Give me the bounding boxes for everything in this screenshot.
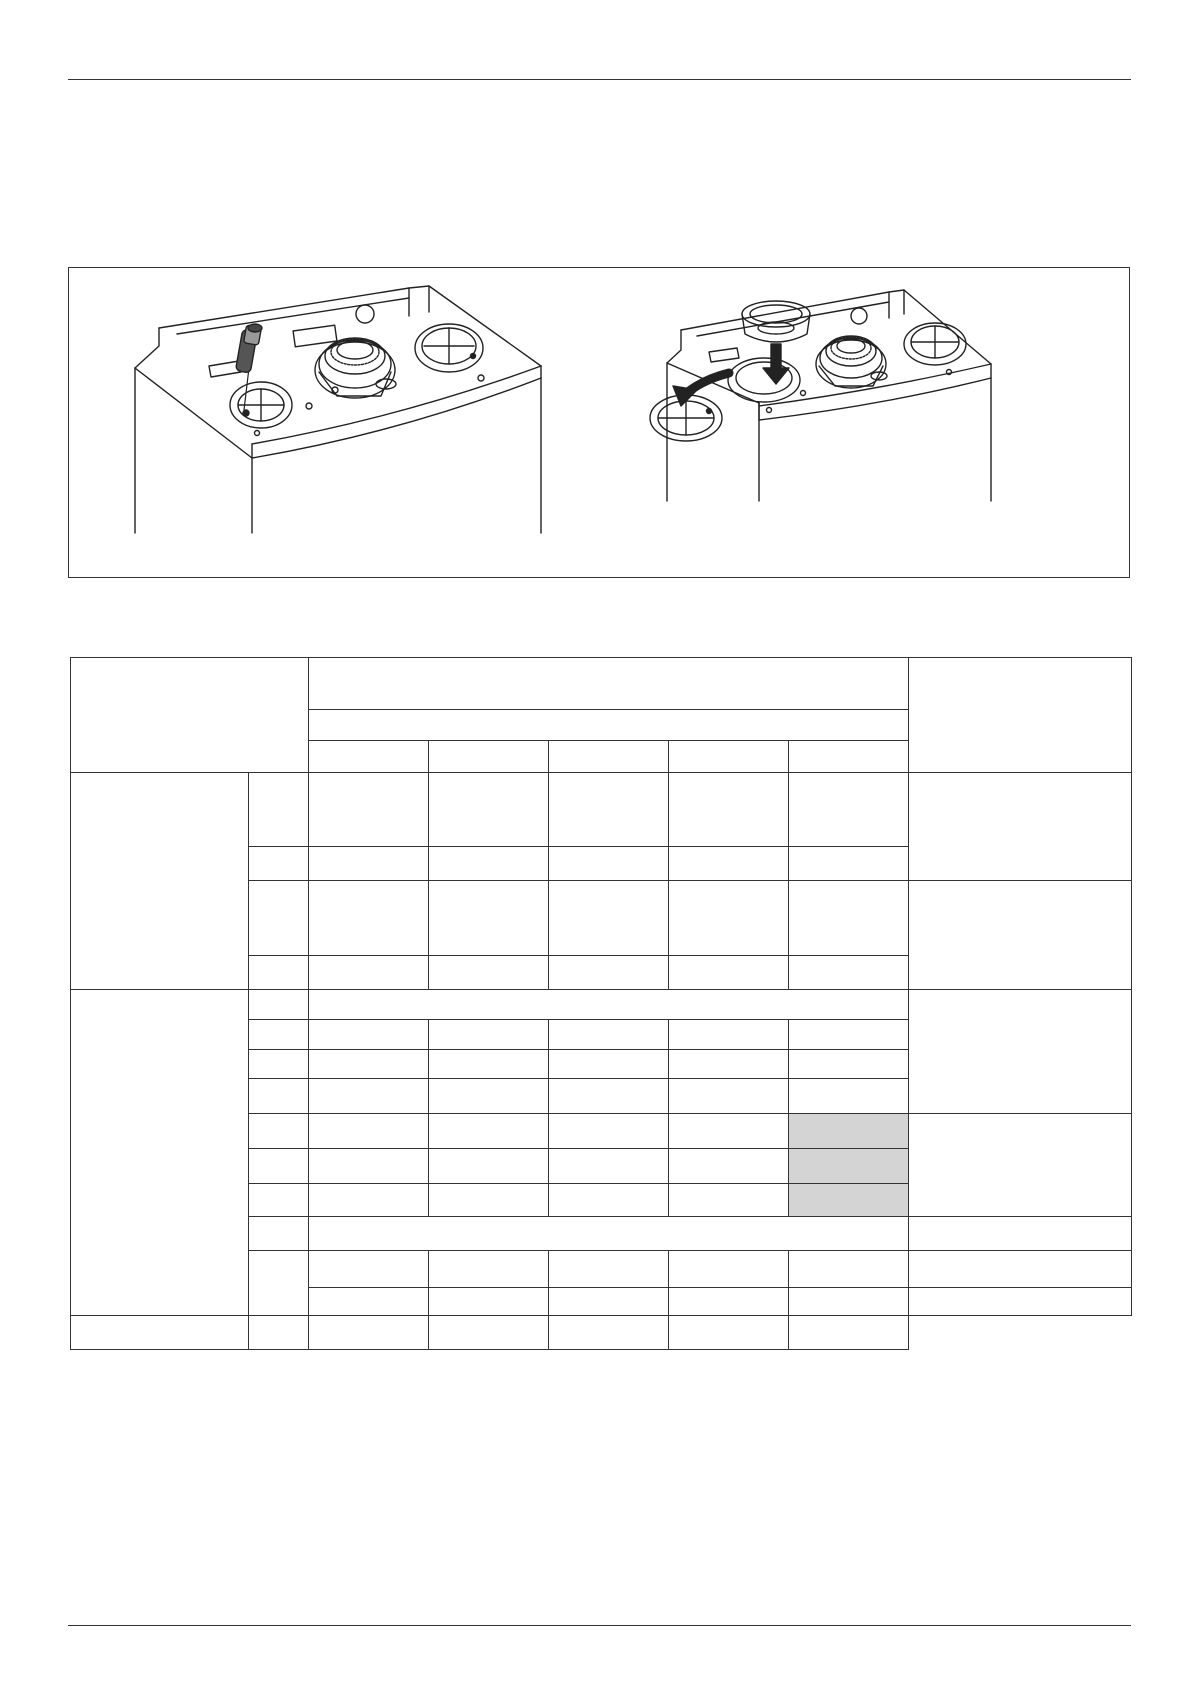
table-cell — [669, 1113, 789, 1148]
table-cell — [249, 1315, 309, 1349]
table-cell — [549, 1287, 669, 1315]
table-cell — [429, 1315, 549, 1349]
table-cell — [309, 1050, 429, 1079]
table-cell — [309, 1217, 909, 1251]
table-cell — [71, 772, 249, 989]
table-cell — [669, 1079, 789, 1113]
table-cell — [669, 772, 789, 846]
table-cell — [249, 1079, 309, 1113]
table-cell — [309, 1148, 429, 1183]
table-cell — [71, 1315, 249, 1349]
header-cell — [789, 741, 909, 772]
table-cell — [309, 1183, 429, 1216]
table-cell — [309, 881, 429, 955]
table-cell — [249, 955, 309, 989]
figure-frame — [68, 267, 1130, 578]
table-cell — [549, 955, 669, 989]
table-cell — [549, 847, 669, 881]
header-cell — [309, 741, 429, 772]
header-cell — [309, 710, 909, 741]
table-cell — [249, 772, 309, 846]
table-cell — [669, 1183, 789, 1216]
table-cell — [549, 1183, 669, 1216]
table-cell — [309, 1287, 429, 1315]
table-cell — [549, 1113, 669, 1148]
table-cell — [669, 1251, 789, 1287]
header-cell — [669, 741, 789, 772]
table-cell — [789, 1079, 909, 1113]
footer-rule — [68, 1625, 1131, 1626]
table-cell — [249, 847, 309, 881]
table-cell — [429, 847, 549, 881]
table-cell — [909, 989, 1132, 1113]
table-cell — [309, 847, 429, 881]
table-row — [71, 772, 1132, 846]
table-cell — [249, 1217, 309, 1251]
shaded-cell — [789, 1113, 909, 1148]
table-row — [71, 1315, 1132, 1349]
header-rule — [68, 79, 1131, 80]
table-cell — [909, 772, 1132, 881]
table-cell — [789, 955, 909, 989]
table-cell — [669, 881, 789, 955]
table-cell — [909, 1113, 1132, 1217]
table-cell — [429, 1183, 549, 1216]
table-cell — [429, 881, 549, 955]
table-cell — [309, 989, 909, 1019]
table-cell — [669, 1020, 789, 1050]
table-cell — [309, 772, 429, 846]
right-boiler-illustration — [650, 290, 991, 501]
table-cell — [789, 1050, 909, 1079]
table-cell — [429, 1148, 549, 1183]
table-cell — [429, 1079, 549, 1113]
table-cell — [429, 772, 549, 846]
table-cell — [789, 881, 909, 955]
table-cell — [549, 1148, 669, 1183]
table-cell — [429, 1287, 549, 1315]
header-cell — [71, 658, 309, 773]
table-cell — [429, 1020, 549, 1050]
header-cell — [429, 741, 549, 772]
header-cell — [549, 741, 669, 772]
table-cell — [249, 1050, 309, 1079]
table-cell — [549, 772, 669, 846]
table-cell — [309, 1113, 429, 1148]
table-row — [71, 989, 1132, 1019]
table-cell — [309, 1315, 429, 1349]
table-cell — [669, 847, 789, 881]
table-cell — [789, 772, 909, 846]
table-cell — [249, 1113, 309, 1148]
table-cell — [549, 1020, 669, 1050]
table-cell — [249, 1020, 309, 1050]
table-cell — [909, 1251, 1132, 1287]
table-cell — [789, 1020, 909, 1050]
table-cell — [249, 989, 309, 1019]
table-cell — [789, 1315, 909, 1349]
shaded-cell — [789, 1148, 909, 1183]
table-cell — [789, 847, 909, 881]
left-boiler-illustration — [135, 286, 541, 533]
table-cell — [789, 1251, 909, 1287]
specification-table — [70, 657, 1132, 1350]
table-cell — [249, 1183, 309, 1216]
table-cell — [909, 881, 1132, 990]
table-cell — [549, 881, 669, 955]
table-cell — [909, 1287, 1132, 1315]
table-cell — [549, 1050, 669, 1079]
table-header-row — [71, 658, 1132, 710]
table-cell — [789, 1287, 909, 1315]
table-cell — [549, 1251, 669, 1287]
table-cell — [669, 955, 789, 989]
table-cell — [249, 1148, 309, 1183]
table-cell — [549, 1079, 669, 1113]
table-cell — [309, 1079, 429, 1113]
table-cell — [429, 1050, 549, 1079]
boiler-flue-illustration — [69, 268, 1131, 579]
table-cell — [429, 955, 549, 989]
table-cell — [669, 1148, 789, 1183]
table-cell — [549, 1315, 669, 1349]
table-cell — [909, 1217, 1132, 1251]
table-cell — [309, 1020, 429, 1050]
table-cell — [309, 955, 429, 989]
table-cell — [249, 1251, 309, 1315]
table-cell — [249, 881, 309, 955]
table-cell — [669, 1315, 789, 1349]
table-cell — [71, 989, 249, 1315]
shaded-cell — [789, 1183, 909, 1216]
table-cell — [669, 1287, 789, 1315]
table-cell — [429, 1251, 549, 1287]
header-cell — [309, 658, 909, 710]
table-cell — [429, 1113, 549, 1148]
header-cell — [909, 658, 1132, 773]
table-cell — [309, 1251, 429, 1287]
table-cell — [669, 1050, 789, 1079]
